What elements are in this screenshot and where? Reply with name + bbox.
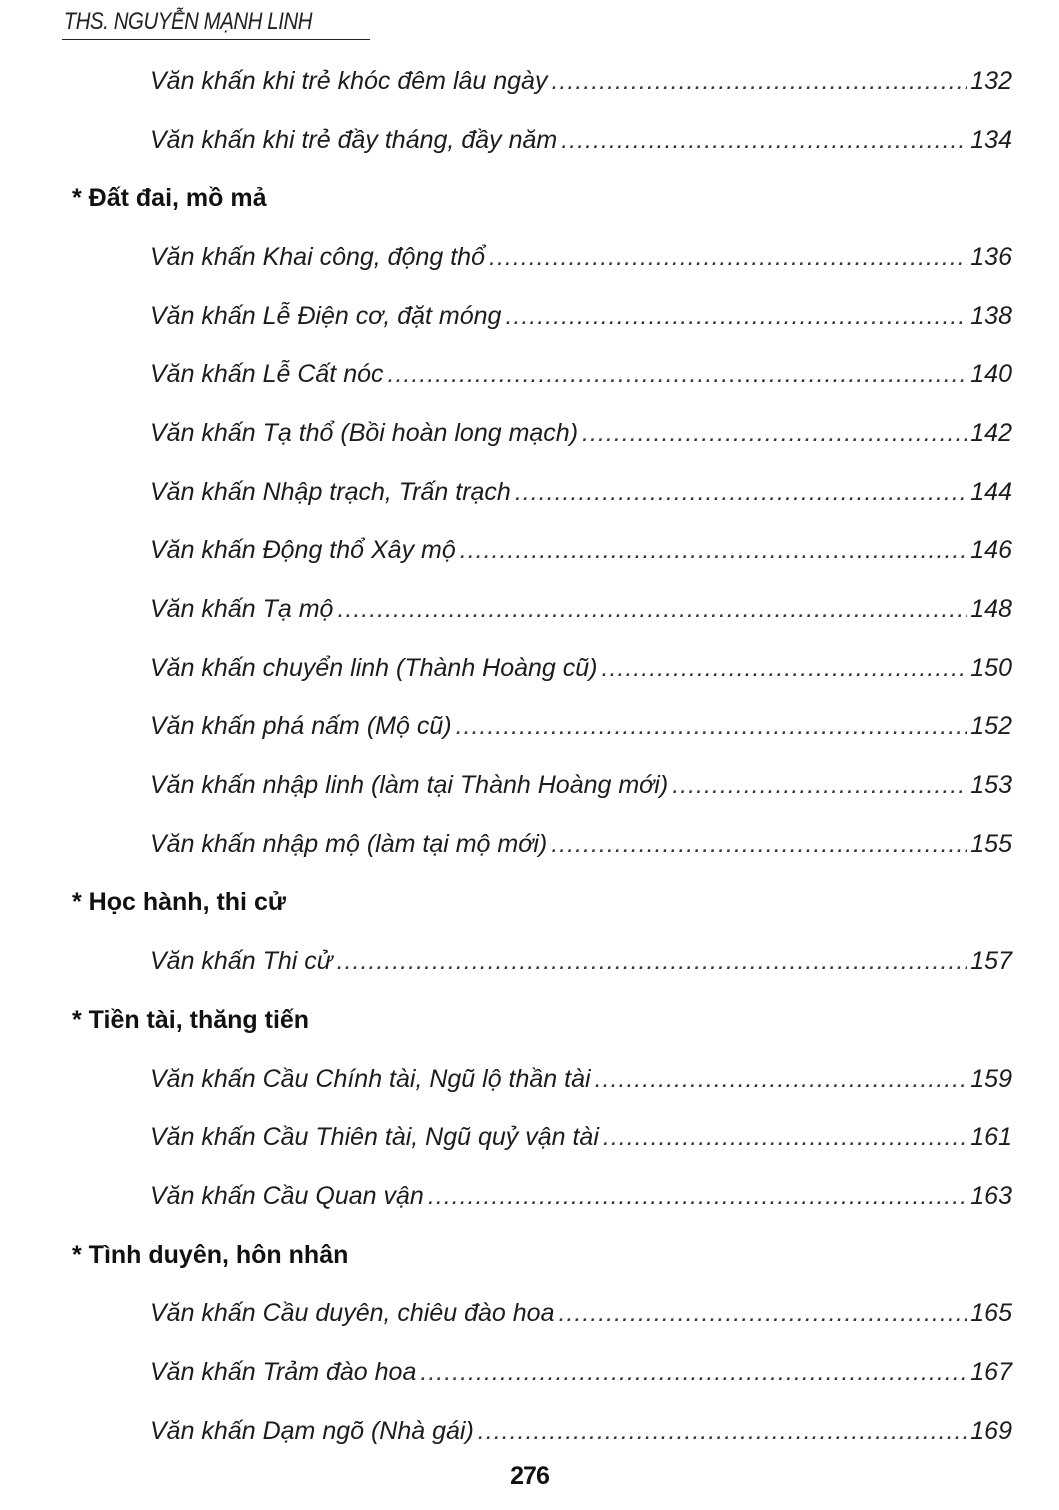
entry-title: Văn khấn Tạ thổ (Bồi hoàn long mạch) — [150, 418, 579, 447]
entry-page-number: 169 — [970, 1416, 1012, 1445]
entry-page-number: 155 — [970, 829, 1012, 858]
dot-leader — [337, 595, 967, 624]
entry-title: Văn khấn Trảm đào hoa — [150, 1357, 417, 1386]
entry-page-number: 146 — [970, 536, 1012, 565]
toc-entry — [0, 111, 1059, 170]
entry-page-number: 148 — [970, 595, 1012, 624]
dot-leader — [558, 1299, 967, 1328]
entry-page-number: 165 — [970, 1299, 1012, 1328]
dot-leader — [602, 654, 968, 683]
entry-title: Văn khấn Động thổ Xây mộ — [150, 536, 456, 565]
dot-leader — [489, 243, 967, 272]
entry-title: Văn khấn Cầu Chính tài, Ngũ lộ thần tài — [150, 1064, 591, 1093]
entry-page-number: 134 — [970, 125, 1012, 154]
entry-title: Văn khấn Thi cử — [150, 947, 333, 976]
entry-page-number: 136 — [970, 242, 1012, 271]
toc-section — [0, 874, 1059, 933]
toc-entry — [0, 756, 1059, 815]
section-heading: * Tình duyên, hôn nhân — [72, 1240, 349, 1269]
toc-entry — [0, 580, 1059, 639]
dot-leader — [582, 419, 967, 448]
dot-leader — [428, 1182, 967, 1211]
toc-entry — [0, 463, 1059, 522]
dot-leader — [551, 67, 967, 96]
entry-title: Văn khấn Cầu Quan vận — [150, 1181, 424, 1210]
entry-page-number: 161 — [970, 1123, 1012, 1152]
toc-entry — [0, 698, 1059, 757]
entry-title: Văn khấn khi trẻ đầy tháng, đầy năm — [150, 125, 558, 154]
entry-title: Văn khấn nhập linh (làm tại Thành Hoàng mới) — [150, 771, 669, 800]
dot-leader — [672, 771, 967, 800]
toc-entry — [0, 932, 1059, 991]
entry-title: Văn khấn chuyển linh (Thành Hoàng cũ) — [150, 653, 598, 682]
entry-title: Văn khấn phá nấm (Mộ cũ) — [150, 712, 452, 741]
dot-leader — [460, 536, 968, 565]
toc-entry — [0, 1402, 1059, 1461]
toc-section — [0, 169, 1059, 228]
dot-leader — [478, 1417, 967, 1446]
toc-entry — [0, 1284, 1059, 1343]
entry-page-number: 167 — [970, 1357, 1012, 1386]
toc-entry — [0, 639, 1059, 698]
toc-entry — [0, 1050, 1059, 1109]
dot-leader — [515, 478, 967, 507]
section-heading: * Học hành, thi cử — [72, 888, 286, 917]
dot-leader — [456, 712, 968, 741]
toc-entry — [0, 815, 1059, 874]
entry-page-number: 157 — [970, 947, 1012, 976]
entry-page-number: 153 — [970, 771, 1012, 800]
entry-page-number: 142 — [970, 418, 1012, 447]
entry-page-number: 140 — [970, 360, 1012, 389]
dot-leader — [595, 1065, 968, 1094]
dot-leader — [505, 302, 967, 331]
entry-title: Văn khấn Lễ Cất nóc — [150, 360, 384, 389]
toc-entry — [0, 52, 1059, 111]
running-header — [62, 8, 370, 40]
toc-entry — [0, 287, 1059, 346]
entry-page-number: 138 — [970, 301, 1012, 330]
entry-title: Văn khấn nhập mộ (làm tại mộ mới) — [150, 829, 548, 858]
entry-page-number: 150 — [970, 653, 1012, 682]
entry-title: Văn khấn Cầu Thiên tài, Ngũ quỷ vận tài — [150, 1123, 599, 1152]
dot-leader — [561, 126, 967, 155]
dot-leader — [551, 830, 967, 859]
table-of-contents — [0, 52, 1059, 1461]
toc-entry — [0, 522, 1059, 581]
page-number: 276 — [510, 1462, 549, 1490]
entry-title: Văn khấn Tạ mộ — [150, 595, 334, 624]
toc-entry — [0, 1167, 1059, 1226]
entry-title: Văn khấn Dạm ngõ (Nhà gái) — [150, 1416, 474, 1445]
entry-page-number: 132 — [970, 66, 1012, 95]
entry-page-number: 163 — [970, 1181, 1012, 1210]
entry-title: Văn khấn Nhập trạch, Trấn trạch — [150, 477, 511, 506]
dot-leader — [603, 1123, 967, 1152]
toc-entry — [0, 1343, 1059, 1402]
entry-title: Văn khấn Cầu duyên, chiêu đào hoa — [150, 1299, 555, 1328]
entry-title: Văn khấn Lễ Điện cơ, đặt móng — [150, 301, 502, 330]
entry-page-number: 144 — [970, 477, 1012, 506]
dot-leader — [337, 947, 968, 976]
entry-title: Văn khấn khi trẻ khóc đêm lâu ngày — [150, 66, 548, 95]
toc-entry — [0, 228, 1059, 287]
section-heading: * Tiền tài, thăng tiến — [72, 1005, 310, 1034]
toc-entry — [0, 404, 1059, 463]
toc-entry — [0, 345, 1059, 404]
toc-section — [0, 1226, 1059, 1285]
entry-title: Văn khấn Khai công, động thổ — [150, 242, 485, 271]
toc-section — [0, 991, 1059, 1050]
entry-page-number: 159 — [970, 1064, 1012, 1093]
toc-entry — [0, 1108, 1059, 1167]
dot-leader — [388, 360, 968, 389]
author-name: THS. NGUYỄN MẠNH LINH — [63, 8, 313, 35]
section-heading: * Đất đai, mồ mả — [72, 184, 267, 213]
entry-page-number: 152 — [970, 712, 1012, 741]
dot-leader — [420, 1358, 967, 1387]
